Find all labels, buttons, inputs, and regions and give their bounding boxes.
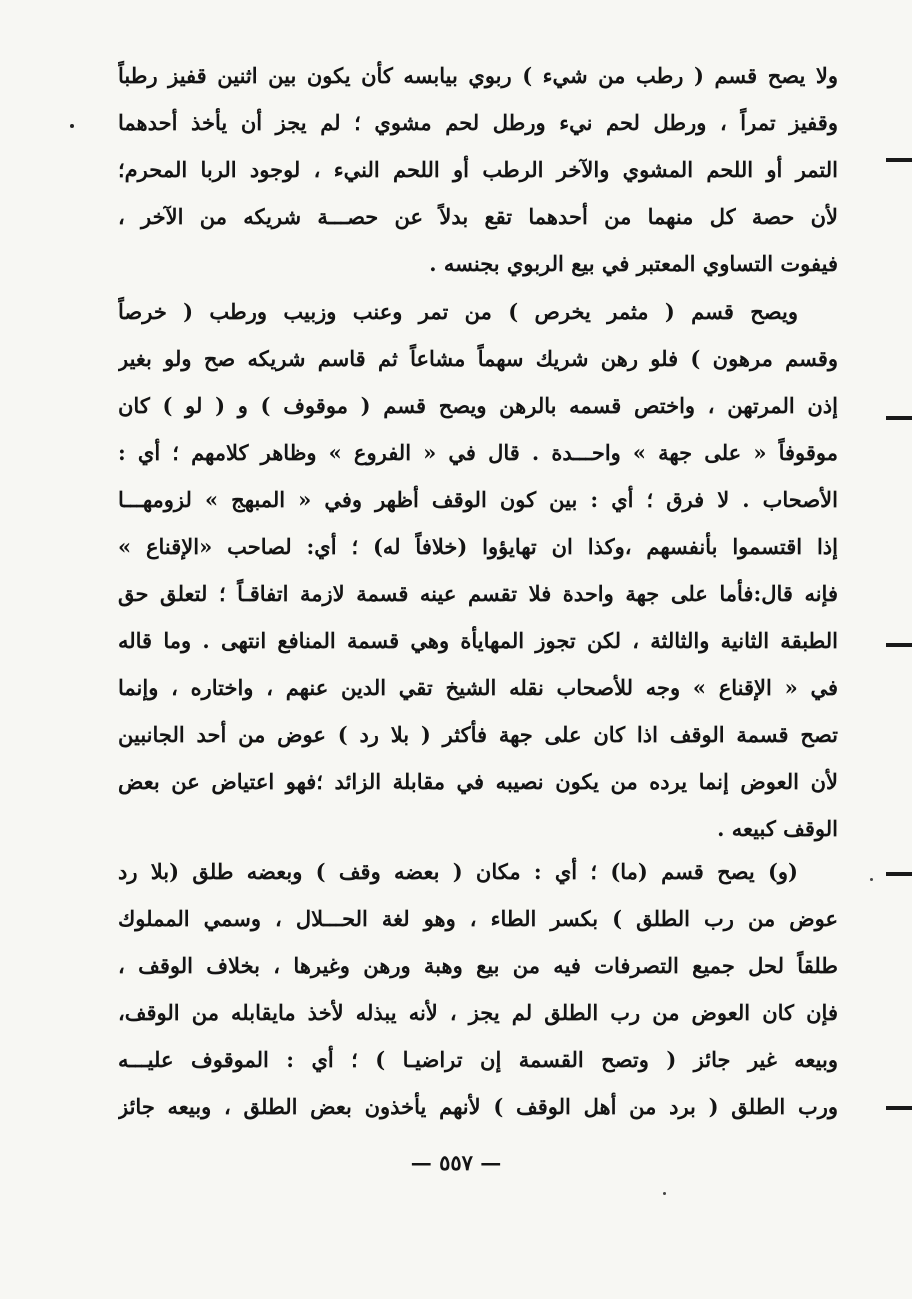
text-line: فإن كان العوض من رب الطلق لم يجز ، لأنه يبذله لأخذ مايقابله من الوقف، bbox=[118, 1000, 838, 1025]
text-line: عوض من رب الطلق ) بكسر الطاء ، وهو لغة الحـــلال ، وسمي المملوك bbox=[118, 906, 838, 931]
text-line: الطبقة الثانية والثالثة ، لكن تجوز المهايأة وهي قسمة المنافع انتهى . وما قاله bbox=[118, 628, 838, 653]
text-line: لأن حصة كل منهما من أحدهما تقع بدلاً عن حصـــة شريكه من الآخر ، bbox=[118, 204, 838, 229]
text-line: فإنه قال:فأما على جهة واحدة فلا تقسم عينه قسمة لازمة اتفاقـاً ؛ لتعلق حق bbox=[118, 581, 838, 606]
text-line: ويصح قسم ( مثمر يخرص ) من تمر وعنب وزبيب ورطب ( خرصاً bbox=[118, 299, 798, 324]
text-line: (و) يصح قسم (ما) ؛ أي : مكان ( بعضه وقف ) وبعضه طلق (بلا رد bbox=[118, 859, 798, 884]
text-line: التمر أو اللحم المشوي والآخر الرطب أو اللحم النيء ، لوجود الربا المحرم؛ bbox=[118, 157, 838, 182]
text-line: ولا يصح قسم ( رطب من شيء ) ربوي بيابسه كأن يكون بين اثنين قفيز رطباً bbox=[118, 63, 838, 88]
text-line: وقفيز تمراً ، ورطل لحم نيء ورطل لحم مشوي ؛ لم يجز أن يأخذ أحدهما bbox=[118, 110, 838, 135]
text-line: فيفوت التساوي المعتبر في بيع الربوي بجنسه . bbox=[429, 251, 838, 276]
page-number: — ٥٥٧ — bbox=[410, 1150, 502, 1175]
text-line: لأن العوض إنما يرده من يكون نصيبه في مقابلة الزائد ؛فهو اعتياض عن بعض bbox=[118, 769, 838, 794]
ink-dot bbox=[70, 124, 74, 128]
text-line: إذن المرتهن ، واختص قسمه بالرهن ويصح قسم ( موقوف ) و ( لو ) كان bbox=[118, 393, 838, 418]
text-line: طلقاً لحل جميع التصرفات فيه من بيع وهبة ورهن وغيرها ، بخلاف الوقف ، bbox=[118, 953, 838, 978]
margin-mark bbox=[886, 872, 912, 876]
text-line: في « الإقناع » وجه للأصحاب نقله الشيخ تقي الدين عنهم ، واختاره ، وإنما bbox=[118, 675, 838, 700]
text-line: الوقف كبيعه . bbox=[717, 816, 838, 841]
margin-mark bbox=[886, 416, 912, 420]
margin-mark bbox=[886, 158, 912, 162]
text-line: موقوفاً « على جهة » واحـــدة . قال في « الفروع » وظاهر كلامهم ؛ أي : bbox=[118, 440, 838, 465]
text-line: وقسم مرهون ) فلو رهن شريك سهماً مشاعاً ثم قاسم شريكه صح ولو بغير bbox=[118, 346, 838, 371]
paragraph-2 bbox=[118, 288, 838, 852]
text-line: وبيعه غير جائز ( وتصح القسمة إن تراضيـا ) ؛ أي : الموقوف عليـــه bbox=[118, 1047, 838, 1072]
ink-speck bbox=[663, 1192, 666, 1195]
text-line: تصح قسمة الوقف اذا كان على جهة فأكثر ( بلا رد ) عوض من أحد الجانبين bbox=[118, 722, 838, 747]
margin-mark bbox=[886, 643, 912, 647]
margin-mark bbox=[886, 1106, 912, 1110]
text-line: الأصحاب . لا فرق ؛ أي : بين كون الوقف أظهر وفي « المبهج » لزومهـــا bbox=[118, 487, 838, 512]
paragraph-1 bbox=[118, 52, 838, 287]
paragraph-3 bbox=[118, 848, 838, 1130]
text-line: إذا اقتسموا بأنفسهم ،وكذا ان تهايؤوا (خلافاً له) ؛ أي: لصاحب «الإقناع » bbox=[118, 534, 838, 559]
ink-speck bbox=[870, 878, 873, 881]
text-line: ورب الطلق ( برد من أهل الوقف ) لأنهم يأخذون بعض الطلق ، وبيعه جائز bbox=[118, 1094, 838, 1119]
